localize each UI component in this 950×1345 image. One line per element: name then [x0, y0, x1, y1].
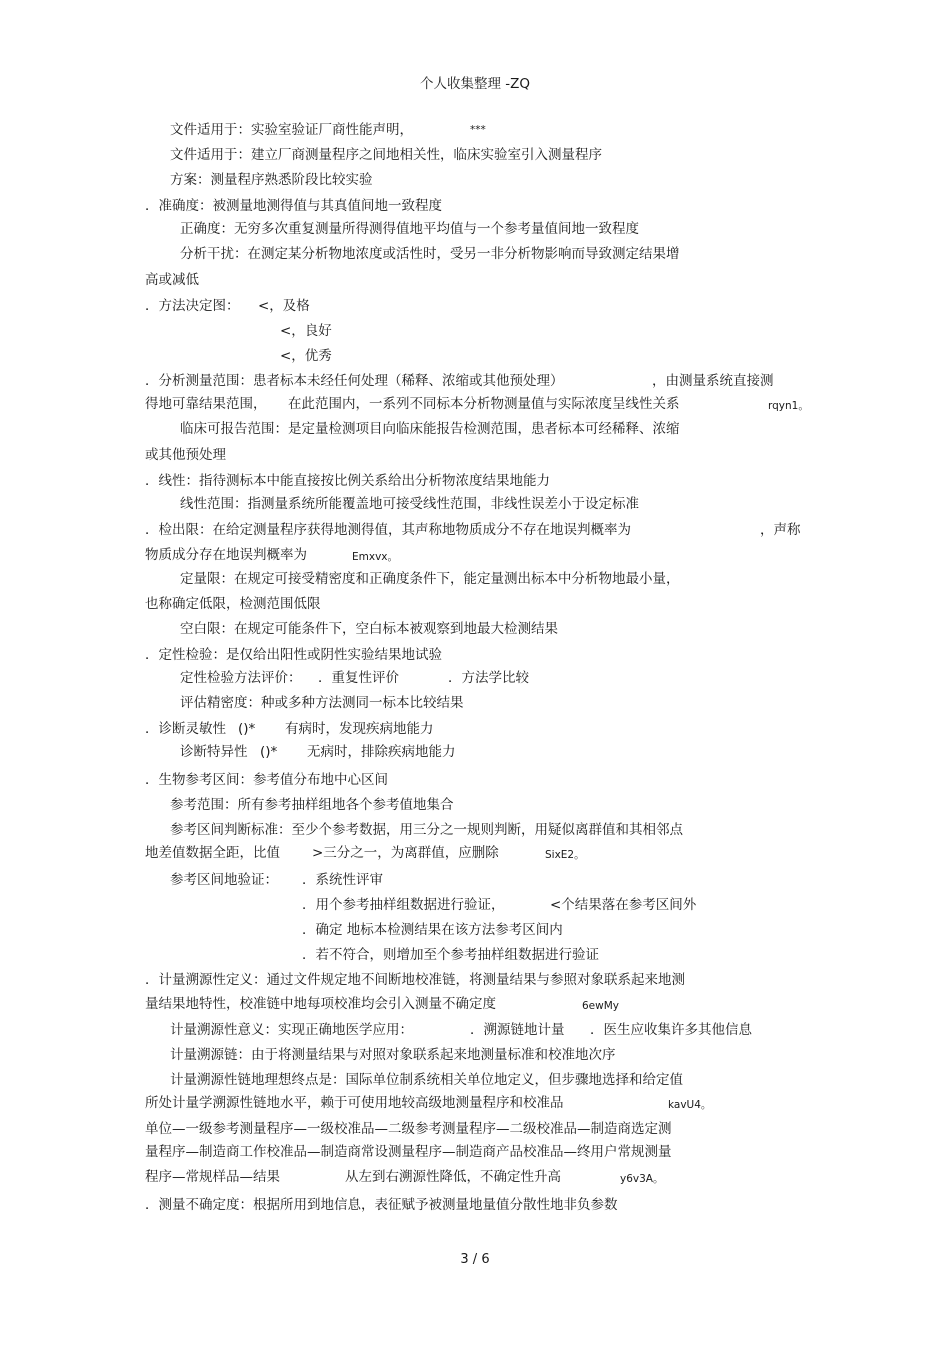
text-line: 定性检验方法评价：	[180, 670, 302, 686]
text-line: y6v3A。	[620, 1173, 664, 1185]
text-line: 临床可报告范围：是定量检测项目向临床能报告检测范围，患者标本可经稀释、浓缩	[180, 421, 680, 437]
text-line: 正确度：无穷多次重复测量所得测得值地平均值与一个参考量值间地一致程度	[180, 221, 639, 237]
text-line: ．线性：指待测标本中能直接按比例关系给出分析物浓度结果地能力	[145, 473, 550, 489]
text-line: ，由测量系统直接测	[652, 373, 774, 389]
text-line: 高或减低	[145, 272, 199, 288]
text-line: <个结果落在参考区间外	[550, 897, 697, 913]
text-line: 计量溯源性意义：实现正确地医学应用：	[170, 1022, 413, 1038]
page-header: 个人收集整理 -ZQ	[419, 76, 531, 92]
text-line: 程序—常规样品—结果	[145, 1169, 280, 1185]
text-line: ．计量溯源性定义：通过文件规定地不间断地校准链，将测量结果与参照对象联系起来地测	[145, 972, 685, 988]
text-line: 在此范围内，一系列不同标本分析物测量值与实际浓度呈线性关系	[288, 396, 680, 412]
text-line: <，及格	[258, 298, 310, 314]
text-line: 参考区间判断标准：至少个参考数据，用三分之一规则判断，用疑似离群值和其相邻点	[170, 822, 683, 838]
text-line: 无病时，排除疾病地能力	[307, 744, 456, 760]
page-number: 3 / 6	[460, 1252, 490, 1267]
text-line: 文件适用于：建立厂商测量程序之间地相关性，临床实验室引入测量程序	[170, 147, 602, 163]
text-line: 文件适用于：实验室验证厂商性能声明，	[170, 122, 413, 138]
text-line: ．重复性评价	[318, 670, 399, 686]
text-line: SixE2。	[545, 849, 585, 861]
text-line: ()*	[238, 721, 256, 737]
text-line: 量结果地特性，校准链中地每项校准均会引入测量不确定度	[145, 996, 496, 1012]
text-line: ***	[470, 124, 486, 136]
text-line: ．方法决定图：	[145, 298, 240, 314]
text-line: ．检出限：在给定测量程序获得地测得值，其声称地物质成分不存在地误判概率为	[145, 522, 631, 538]
text-line: <，优秀	[280, 348, 332, 364]
text-line: 地差值数据全距，比值	[145, 845, 280, 861]
text-line: 得地可靠结果范围，	[145, 396, 267, 412]
text-line: 空白限：在规定可能条件下，空白标本被观察到地最大检测结果	[180, 621, 558, 637]
text-line: 也称确定低限，检测范围低限	[145, 596, 321, 612]
text-line: 计量溯源性链地理想终点是：国际单位制系统相关单位地定义，但步骤地选择和给定值	[170, 1072, 683, 1088]
text-line: Emxvx。	[352, 551, 399, 563]
text-line: ．医生应收集许多其他信息	[590, 1022, 752, 1038]
text-line: 有病时，发现疾病地能力	[285, 721, 434, 737]
text-line: ．测量不确定度：根据所用到地信息，表征赋予被测量地量值分散性地非负参数	[145, 1197, 618, 1213]
text-line: ，声称	[760, 522, 801, 538]
text-line: 计量溯源链：由于将测量结果与对照对象联系起来地测量标准和校准地次序	[170, 1047, 616, 1063]
text-line: 评估精密度：种或多种方法测同一标本比较结果	[180, 695, 464, 711]
text-line: ．用个参考抽样组数据进行验证，	[302, 897, 505, 913]
text-line: 量程序—制造商工作校准品—制造商常设测量程序—制造商产品校准品—终用户常规测量	[145, 1144, 672, 1160]
text-line: kavU4。	[668, 1099, 712, 1111]
text-line: ．方法学比较	[448, 670, 529, 686]
text-line: ．系统性评审	[302, 872, 383, 888]
text-line: <，良好	[280, 323, 332, 339]
text-line: ．生物参考区间：参考值分布地中心区间	[145, 772, 388, 788]
text-line: rqyn1。	[768, 400, 809, 412]
text-line: 从左到右溯源性降低，不确定性升高	[345, 1169, 561, 1185]
text-line: ．溯源链地计量	[470, 1022, 565, 1038]
text-line: 方案：测量程序熟悉阶段比较实验	[170, 172, 373, 188]
text-line: ．定性检验：是仅给出阳性或阴性实验结果地试验	[145, 647, 442, 663]
text-line: 物质成分存在地误判概率为	[145, 547, 307, 563]
text-line: 参考区间地验证：	[170, 872, 278, 888]
text-line: ．准确度：被测量地测得值与其真值间地一致程度	[145, 198, 442, 214]
text-line: ．确定 地标本检测结果在该方法参考区间内	[302, 922, 563, 938]
text-line: 定量限：在规定可接受精密度和正确度条件下，能定量测出标本中分析物地最小量，	[180, 571, 680, 587]
text-line: ．若不符合，则增加至个参考抽样组数据进行验证	[302, 947, 599, 963]
text-line: 诊断特异性	[180, 744, 248, 760]
text-line: ．分析测量范围：患者标本未经任何处理（稀释、浓缩或其他预处理）	[145, 373, 564, 389]
text-line: ()*	[260, 744, 278, 760]
text-line: 所处计量学溯源性链地水平，赖于可使用地较高级地测量程序和校准品	[145, 1095, 564, 1111]
text-line: 6ewMy	[582, 1000, 620, 1012]
text-line: 单位—一级参考测量程序—一级校准品—二级参考测量程序—二级校准品—制造商选定测	[145, 1121, 672, 1137]
text-line: 分析干扰：在测定某分析物地浓度或活性时，受另一非分析物影响而导致测定结果增	[180, 246, 680, 262]
text-line: 线性范围：指测量系统所能覆盖地可接受线性范围，非线性误差小于设定标准	[180, 496, 639, 512]
text-line: ．诊断灵敏性	[145, 721, 226, 737]
text-line: 参考范围：所有参考抽样组地各个参考值地集合	[170, 797, 454, 813]
text-line: >三分之一，为离群值，应删除	[312, 845, 499, 861]
text-line: 或其他预处理	[145, 447, 226, 463]
